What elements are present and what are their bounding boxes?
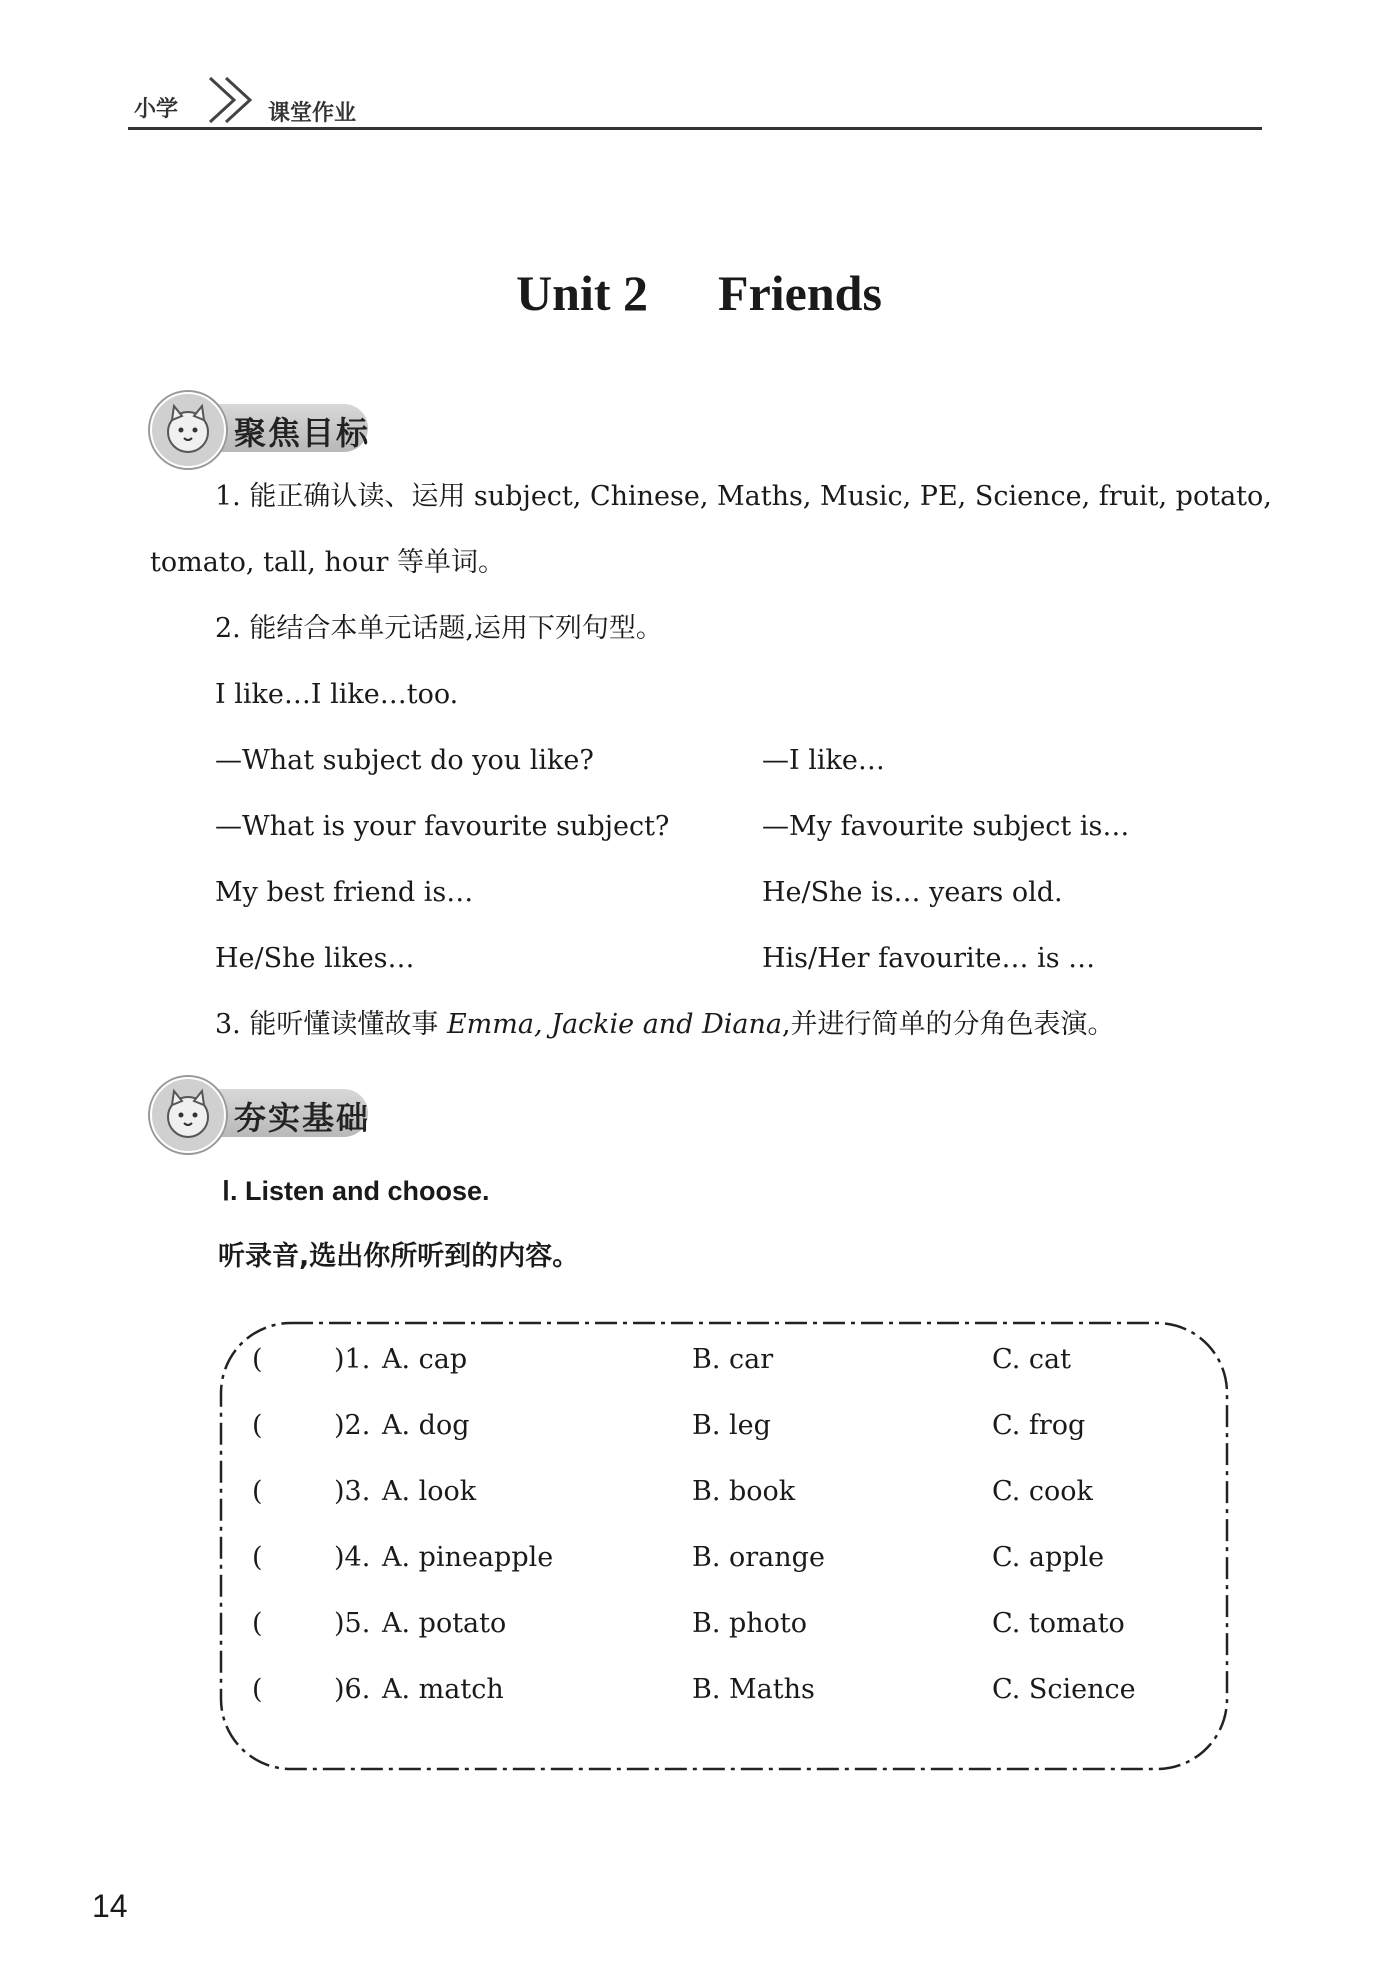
story-suffix: ,并进行简单的分角色表演。: [781, 1009, 1115, 1040]
item-number: )1.: [334, 1344, 371, 1375]
answer-blank-open[interactable]: (: [252, 1476, 263, 1507]
option-b: B. car: [692, 1344, 774, 1375]
story-prefix: 3. 能听懂读懂故事: [215, 1009, 447, 1040]
section-badge-basics: [150, 1077, 420, 1149]
option-c: C. frog: [992, 1410, 1086, 1441]
cat-icon: [150, 1077, 226, 1153]
sentence-pattern-right-4: His/Her favourite… is …: [762, 943, 1096, 974]
item-number: )4.: [334, 1542, 371, 1573]
item-number: )6.: [334, 1674, 371, 1705]
goal-line-1: 1. 能正确认读、运用 subject, Chinese, Maths, Music, PE, Science, fruit, potato,: [215, 481, 1272, 512]
goal-line-story: [215, 1005, 1115, 1045]
option-a: A. look: [382, 1476, 477, 1507]
header-rule: [128, 127, 1262, 130]
unit-number: Unit 2: [516, 265, 649, 321]
unit-name: Friends: [718, 265, 882, 321]
sentence-pattern-right-2: —My favourite subject is…: [762, 811, 1130, 842]
option-b: B. photo: [692, 1608, 808, 1639]
option-a: A. potato: [382, 1608, 507, 1639]
sentence-pattern-left-1: —What subject do you like?: [215, 745, 594, 776]
section-heading-basics: 夯实基础: [234, 1099, 371, 1137]
option-a: A. dog: [382, 1410, 470, 1441]
chevron-right-icon: [200, 70, 260, 126]
task-title: Ⅰ. Listen and choose.: [222, 1176, 490, 1206]
story-title: Emma, Jackie and Diana: [446, 1009, 782, 1040]
cat-icon: [150, 392, 226, 468]
answer-blank-open[interactable]: (: [252, 1608, 263, 1639]
sentence-pattern-right-3: He/She is… years old.: [762, 877, 1063, 908]
option-b: B. book: [692, 1476, 796, 1507]
answer-blank-open[interactable]: (: [252, 1674, 263, 1705]
answer-blank-open[interactable]: (: [252, 1542, 263, 1573]
page-header: [128, 68, 1262, 130]
option-a: A. cap: [382, 1344, 468, 1375]
header-label-primary: 小学: [134, 97, 179, 122]
goal-line-2: tomato, tall, hour 等单词。: [150, 547, 505, 578]
answer-blank-open[interactable]: (: [252, 1410, 263, 1441]
option-b: B. leg: [692, 1410, 771, 1441]
goal-line-4: I like…I like…too.: [215, 679, 459, 710]
page-number: 14: [92, 1888, 128, 1924]
option-c: C. Science: [992, 1674, 1136, 1705]
option-b: B. orange: [692, 1542, 825, 1573]
sentence-pattern-right-1: —I like…: [762, 745, 885, 776]
header-label-series: 课堂作业: [268, 101, 357, 126]
option-c: C. apple: [992, 1542, 1105, 1573]
item-number: )5.: [334, 1608, 371, 1639]
sentence-pattern-left-2: —What is your favourite subject?: [215, 811, 670, 842]
option-c: C. tomato: [992, 1608, 1125, 1639]
option-a: A. match: [382, 1674, 504, 1705]
option-b: B. Maths: [692, 1674, 815, 1705]
option-c: C. cook: [992, 1476, 1093, 1507]
section-badge-goals: [150, 392, 420, 464]
option-c: C. cat: [992, 1344, 1071, 1375]
sentence-pattern-left-4: He/She likes…: [215, 943, 415, 974]
item-number: )2.: [334, 1410, 371, 1441]
goal-line-3: 2. 能结合本单元话题,运用下列句型。: [215, 613, 663, 644]
task-instruction: 听录音,选出你所听到的内容。: [218, 1241, 580, 1272]
item-number: )3.: [334, 1476, 371, 1507]
sentence-pattern-left-3: My best friend is…: [215, 877, 474, 908]
answer-blank-open[interactable]: (: [252, 1344, 263, 1375]
page-title: [0, 264, 1398, 322]
section-heading-goals: 聚焦目标: [234, 414, 371, 452]
option-a: A. pineapple: [382, 1542, 554, 1573]
